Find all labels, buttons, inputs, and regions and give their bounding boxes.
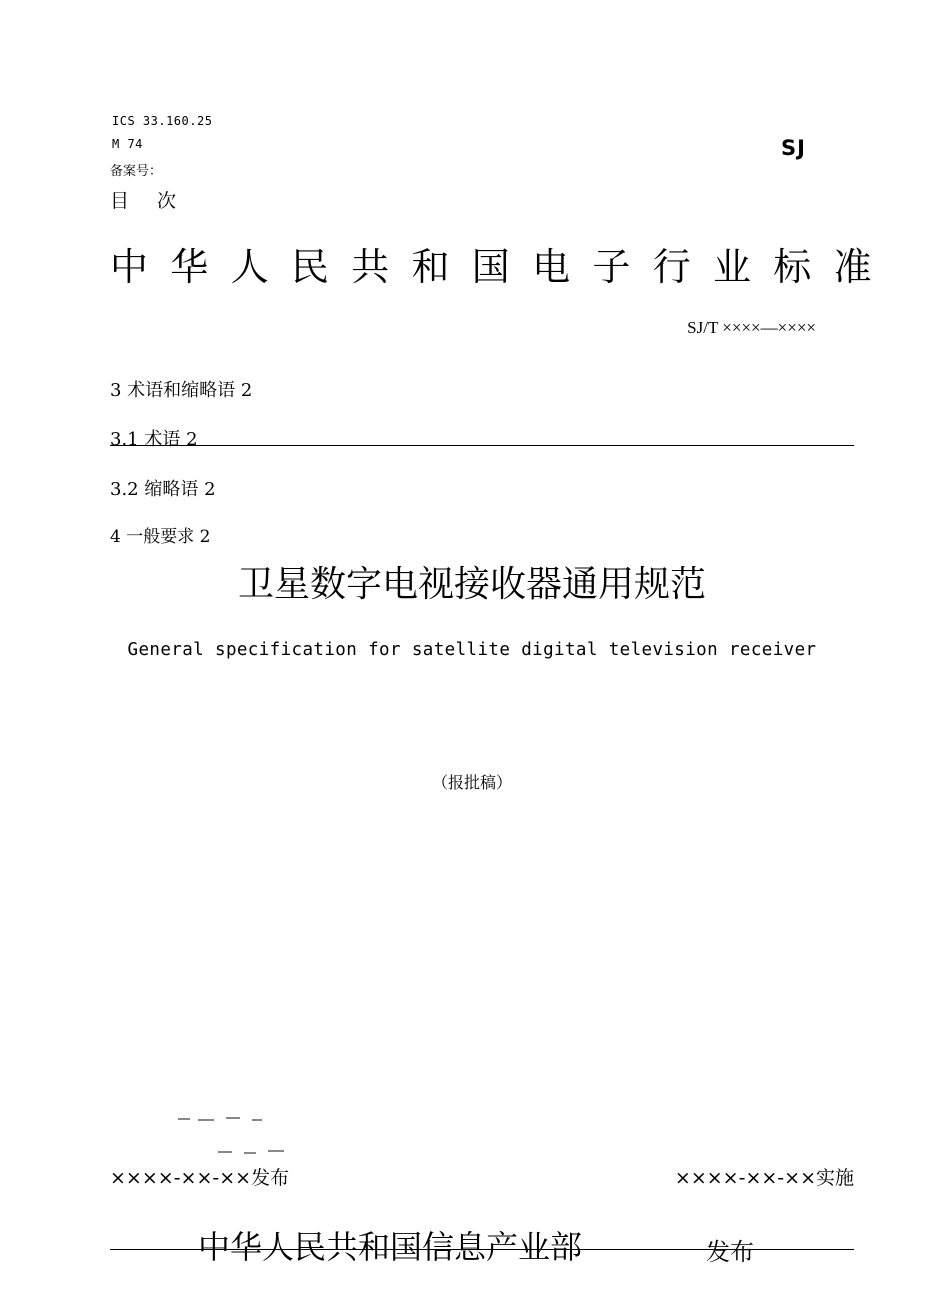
- document-title-cn: 卫星数字电视接收器通用规范: [237, 564, 706, 605]
- standard-number: SJ/T ××××—××××: [687, 318, 816, 337]
- toc-divider: [110, 445, 854, 446]
- scan-artifact: [218, 1151, 232, 1153]
- toc-item-3[interactable]: 3 术语和缩略语 2: [110, 380, 253, 401]
- scan-artifact: [244, 1152, 256, 1154]
- sj-logo: SJ: [781, 136, 806, 160]
- issuer-block: [110, 1218, 854, 1266]
- toc-item-4[interactable]: 4 一般要求 2: [110, 527, 211, 547]
- scan-artifact: [178, 1118, 190, 1120]
- scan-artifact: [226, 1117, 240, 1119]
- issuer-suffix: 发布: [706, 1238, 754, 1266]
- toc-item-3-1[interactable]: 3.1 术语 2: [110, 429, 198, 450]
- standard-category-title: 中华人民共和国电子行业标准: [110, 245, 894, 289]
- toc-heading: 目次: [110, 190, 205, 212]
- classification-code: M 74: [112, 137, 143, 151]
- record-number-label: 备案号：: [110, 164, 163, 179]
- ics-code: ICS 33.160.25: [112, 114, 213, 128]
- scan-artifact: [268, 1150, 284, 1152]
- toc-item-3-2[interactable]: 3.2 缩略语 2: [110, 479, 216, 500]
- document-title-en: General specification for satellite digital television receiver: [127, 640, 817, 660]
- issuer-name: 中华人民共和国信息产业部: [198, 1228, 583, 1266]
- scan-artifact: [252, 1119, 262, 1121]
- implementation-date: ××××-××-××实施: [674, 1167, 854, 1189]
- draft-status: （报批稿）: [431, 773, 512, 792]
- scan-artifact: [198, 1119, 214, 1121]
- publish-date: ××××-××-××发布: [110, 1167, 290, 1189]
- bottom-divider: [110, 1249, 854, 1250]
